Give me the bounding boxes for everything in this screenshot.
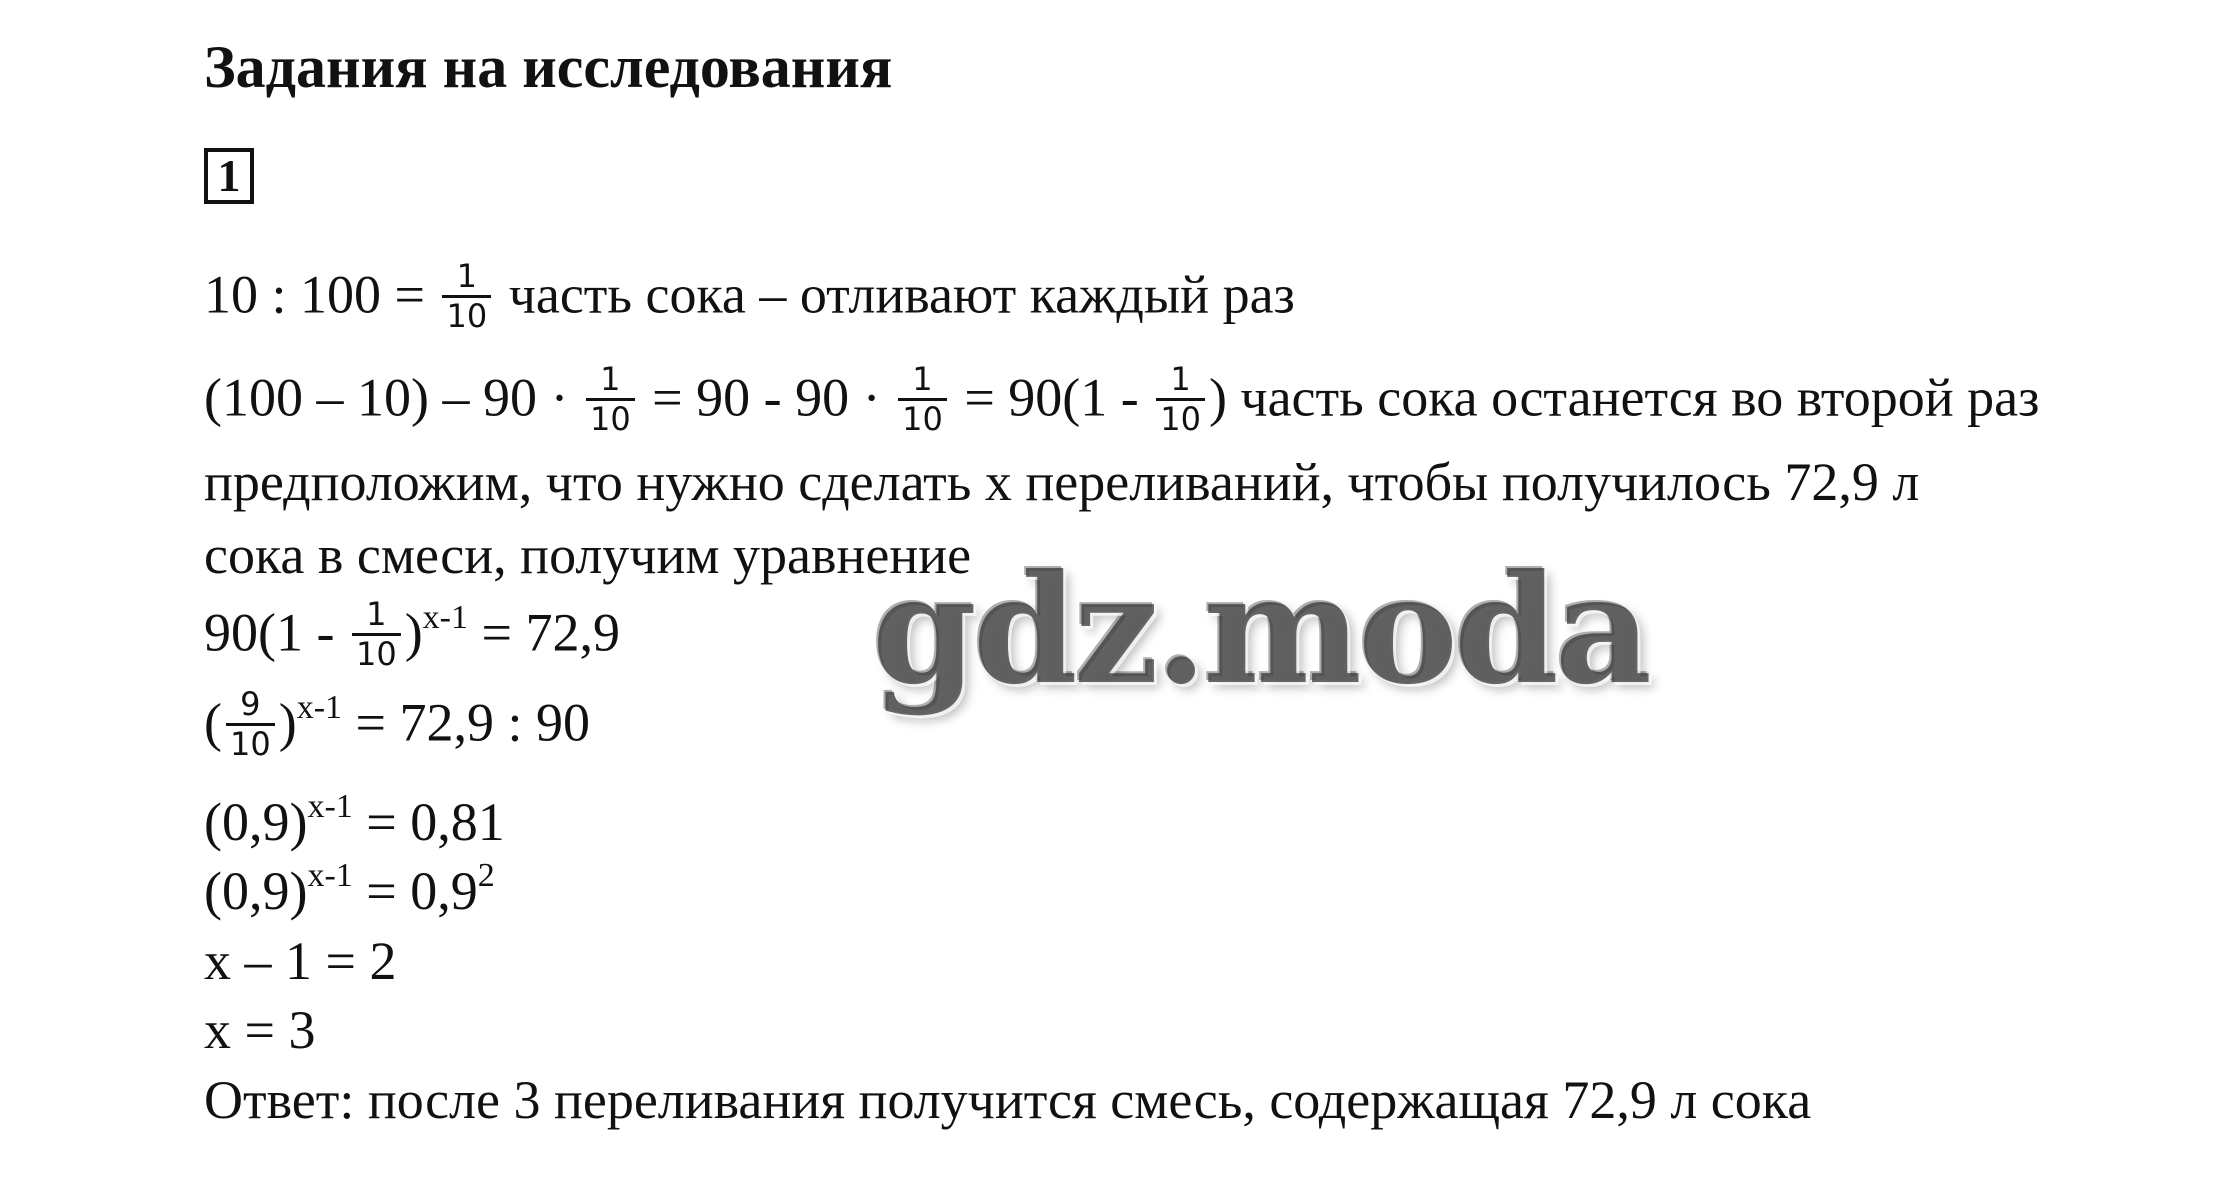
solution-line-1	[204, 257, 1295, 339]
fraction-denominator: 10	[226, 723, 275, 763]
fraction-denominator: 10	[1156, 398, 1205, 438]
fraction	[352, 596, 401, 673]
fraction	[898, 361, 947, 438]
fraction	[586, 361, 635, 438]
equation-3	[204, 788, 505, 852]
fraction-denominator: 10	[442, 295, 491, 335]
equation-4	[204, 857, 495, 921]
exponent: 2	[477, 857, 495, 894]
eq2-part-2: )	[278, 692, 297, 753]
exponent: x-1	[307, 857, 353, 894]
line2-part-1: (100 – 10) – 90 ·	[204, 367, 582, 428]
fraction	[226, 686, 275, 763]
equation-5: x – 1 = 2	[204, 931, 397, 991]
fraction	[442, 258, 491, 335]
fraction-numerator: 9	[240, 685, 261, 723]
fraction-denominator: 10	[898, 398, 947, 438]
equation-2	[204, 685, 590, 767]
eq3-part-2: = 0,81	[352, 792, 505, 852]
eq3-part-1: (0,9)	[204, 792, 308, 852]
solution-line-2	[204, 360, 2040, 442]
fraction-numerator: 1	[366, 595, 387, 633]
equation-6: x = 3	[204, 1000, 316, 1060]
task-number-badge: 1	[204, 148, 254, 204]
line2-part-2: = 90 - 90 ·	[638, 367, 895, 428]
eq1-part-2: )	[404, 602, 423, 663]
eq1-part-1: 90(1 -	[204, 602, 348, 663]
line1-rhs: часть сока – отливают каждый раз	[495, 264, 1295, 325]
answer-line: Ответ: после 3 переливания получится смесь, содержащая 72,9 л сока	[204, 1070, 1812, 1130]
fraction-denominator: 10	[586, 398, 635, 438]
eq2-part-1: (	[204, 692, 222, 753]
section-heading: Задания на исследования	[204, 34, 893, 100]
solution-line-3: предположим, что нужно сделать x переливаний, чтобы получилось 72,9 л	[204, 452, 1920, 512]
eq1-part-3: = 72,9	[468, 602, 620, 663]
fraction-denominator: 10	[352, 633, 401, 673]
line1-lhs: 10 : 100 =	[204, 264, 439, 325]
watermark-logo: gdz.moda	[872, 542, 1649, 718]
fraction	[1156, 361, 1205, 438]
eq2-part-3: = 72,9 : 90	[342, 692, 590, 753]
exponent: x-1	[296, 688, 343, 726]
exponent: x-1	[422, 598, 468, 636]
eq4-part-2: = 0,9	[352, 861, 478, 921]
exponent: x-1	[307, 788, 353, 825]
equation-1	[204, 595, 620, 677]
fraction-numerator: 1	[456, 257, 477, 295]
line2-part-3: = 90(1 -	[950, 367, 1153, 428]
solution-line-4: сока в смеси, получим уравнение	[204, 525, 972, 585]
fraction-numerator: 1	[1170, 360, 1191, 398]
eq4-part-1: (0,9)	[204, 861, 308, 921]
fraction-numerator: 1	[600, 360, 621, 398]
fraction-numerator: 1	[912, 360, 933, 398]
line2-part-4: ) часть сока останется во второй раз	[1208, 367, 2040, 428]
